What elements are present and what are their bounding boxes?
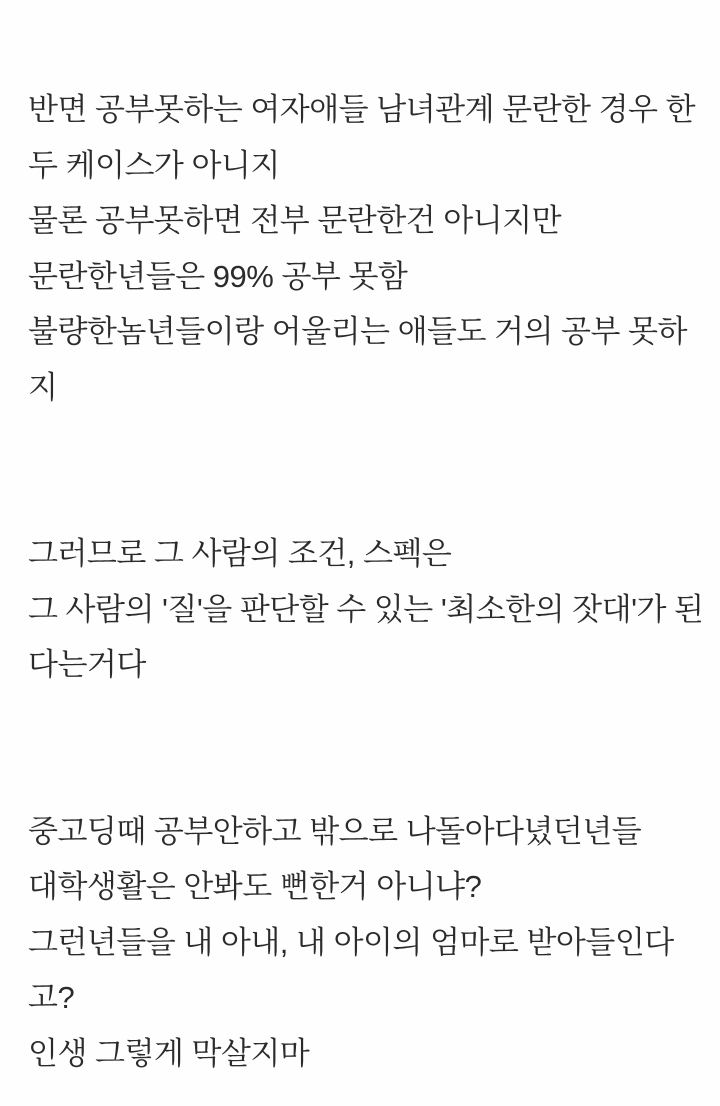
text-line: 지 [28,369,58,405]
text-line: 그 사람의 '질'을 판단할 수 있는 '최소한의 잣대'가 된 [28,591,704,627]
text-line: 두 케이스가 아니지 [28,147,280,183]
text-line: 다는거다 [28,647,146,682]
paragraph-2 [28,526,704,693]
text-line: 물론 공부못하면 전부 문란한건 아니지만 [28,203,562,238]
text-line: 고? [28,980,75,1015]
text-line: 그런년들을 내 아내, 내 아이의 엄마로 받아들인다 [28,924,674,960]
text-line: 인생 그렇게 막살지마 [28,1035,310,1071]
text-line: 불량한놈년들이랑 어울리는 애들도 거의 공부 못하 [28,314,687,349]
text-line: 반면 공부못하는 여자애들 남녀관계 문란한 경우 한 [28,92,696,127]
text-line: 그러므로 그 사람의 조건, 스펙은 [28,536,452,571]
paragraph-3 [28,804,696,1082]
text-line: 대학생활은 안봐도 뻔한거 아니냐? [28,869,482,904]
text-line: 중고딩때 공부안하고 밖으로 나돌아다녔던년들 [28,813,642,849]
text-line: 문란한년들은 99% 공부 못함 [28,258,408,294]
paragraph-1 [28,82,696,415]
